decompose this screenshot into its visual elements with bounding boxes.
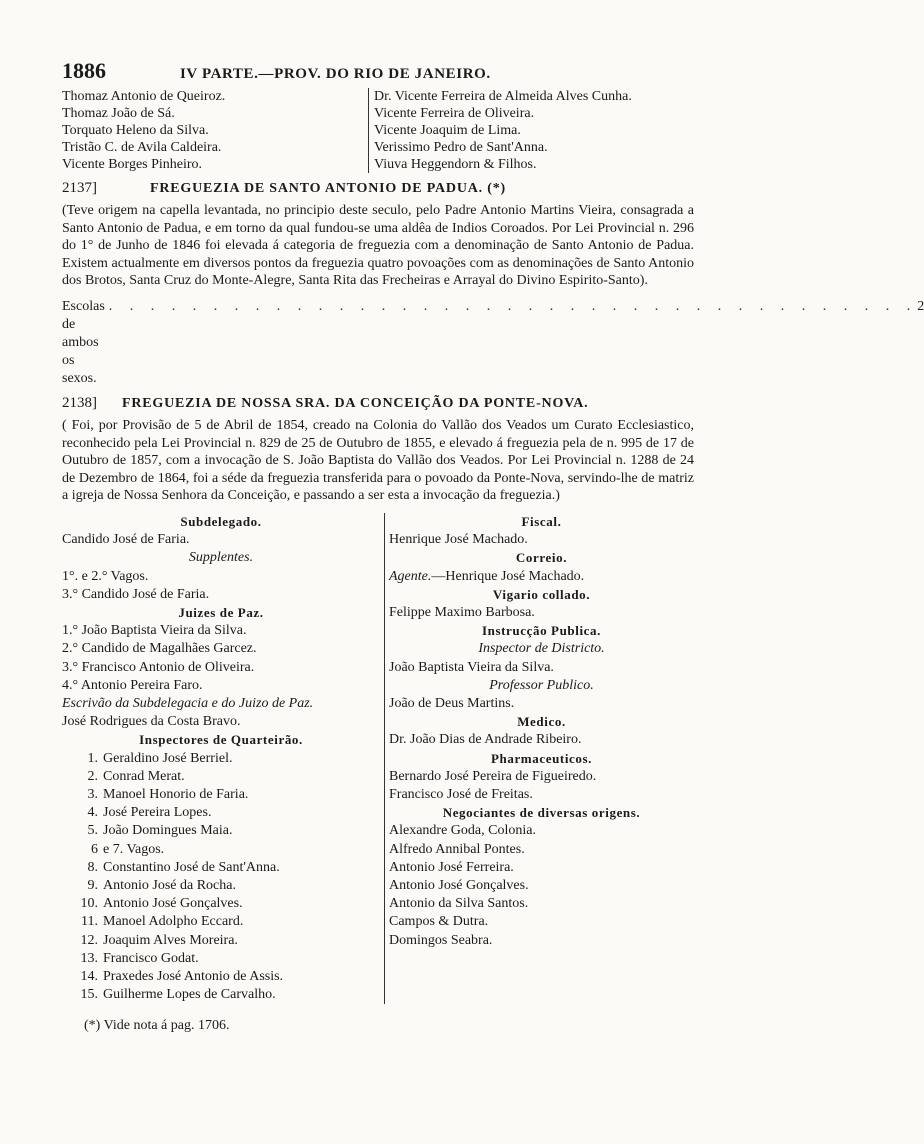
professor-heading: Professor Publico. — [489, 677, 594, 693]
inspector-name: João Baptista Vieira da Silva. — [389, 659, 554, 675]
juizes-heading: Juizes de Paz. — [178, 604, 264, 620]
schools-label: Escolas de ambos os sexos. — [62, 298, 105, 386]
list-item — [62, 986, 380, 1004]
list-item: Verissimo Pedro de Sant'Anna. — [374, 140, 548, 155]
list-item: Antonio José Gonçalves. — [389, 878, 529, 893]
inspectores-list — [62, 750, 380, 1005]
list-item — [62, 968, 380, 986]
fiscal-name: Henrique José Machado. — [389, 532, 528, 548]
page-number: 1886 — [62, 58, 106, 83]
list-item: Bernardo José Pereira de Figueiredo. — [389, 768, 597, 784]
agente-label: Agente. — [389, 568, 432, 584]
page — [62, 58, 924, 1034]
top-names-list — [62, 88, 694, 173]
section-paragraph: (Teve origem na capella levantada, no principio deste seculo, pelo Padre Antonio Martins Vieira, consagrada a Santo Antonio de Padua, e em torno da qual fundou-se uma aldêa de Indios Coroados. Por Lei Provincial n. 296 do 1° de Junho de 1846 foi elevada á categoria de freguezia com a denominação de Santo Antonio de Padua. Existem actualmente em diversos pontos da freguezia quatro povoações com as denominações de Santo Antonio dos Brotos, Santa Cruz do Monte-Alegre, Santa Rita das Frecheiras e Arrayal do Divino Espirito-Santo). — [62, 203, 694, 289]
item-number: 13. — [80, 950, 98, 966]
item-name: Praxedes José Antonio de Assis. — [103, 969, 284, 985]
item-name: Geraldino José Berriel. — [103, 750, 233, 766]
list-item: Dr. Vicente Ferreira de Almeida Alves Cunha. — [374, 89, 632, 104]
list-item: 1.° João Baptista Vieira da Silva. — [62, 623, 247, 639]
item-name: José Pereira Lopes. — [103, 805, 212, 821]
subdelegado-heading: Subdelegado. — [180, 513, 262, 529]
list-item — [62, 913, 380, 931]
item-number: 4. — [87, 805, 98, 821]
schools-value: 2 — [917, 298, 924, 314]
correio-heading: Correio. — [515, 550, 568, 566]
list-item: Viuva Heggendorn & Filhos. — [374, 157, 537, 172]
item-number: 3. — [87, 786, 98, 802]
list-item — [62, 950, 380, 968]
list-item — [62, 877, 380, 895]
item-number: 14. — [80, 969, 98, 985]
running-title: IV PARTE.—PROV. DO RIO DE JANEIRO. — [180, 66, 491, 82]
subdelegado-name: Candido José de Faria. — [62, 532, 190, 548]
section-paragraph: ( Foi, por Provisão de 5 de Abril de 1854, creado na Colonia do Vallão dos Veados um Curato Ecclesiastico, reconhecido pela Lei Provincial n. 829 de 25 de Outubro de 1855, e elevado á freguezia pela de n. 995 de 17 de Outubro de 1857, com a invocação de S. João Baptista do Vallão dos Veados. Por Lei Provincial n. 1288 de 24 de Dezembro de 1864, foi a séde da freguezia transferida para o povoado da Ponte-Nova, servindo-lhe de matriz a igreja de Nossa Senhora da Conceição, e passando a ser esta a invocação da freguezia.) — [62, 417, 694, 504]
item-number: 1. — [87, 750, 98, 766]
item-name: Joaquim Alves Moreira. — [103, 932, 238, 948]
list-item: Thomaz João de Sá. — [62, 106, 175, 121]
list-item: 1°. e 2.° Vagos. — [62, 568, 149, 584]
list-item: 4.° Antonio Pereira Faro. — [62, 677, 203, 693]
item-name: Francisco Godat. — [103, 950, 199, 966]
list-item: Torquato Heleno da Silva. — [62, 123, 209, 138]
agente-name: —Henrique José Machado. — [431, 568, 585, 584]
leader-dots: . . . . . . . . . . . . . . . . . . . . . . . . . . . . . . . . . . . . . . . — [108, 298, 918, 314]
vigario-name: Felippe Maximo Barbosa. — [389, 604, 535, 620]
list-item — [62, 768, 380, 786]
list-item — [62, 822, 380, 840]
list-item: Alfredo Annibal Pontes. — [389, 841, 525, 857]
list-item: Domingos Seabra. — [389, 932, 493, 948]
item-number: 10. — [80, 896, 98, 912]
item-name: Manoel Honorio de Faria. — [103, 786, 249, 802]
section-number: 2138] — [62, 394, 97, 411]
escrivao-heading: Escrivão da Subdelegacia e do Juizo de Paz. — [62, 695, 314, 711]
professor-name: João de Deus Martins. — [389, 695, 515, 711]
section-number: 2137] — [62, 180, 97, 196]
item-number: 12. — [80, 932, 98, 948]
list-item: Vicente Ferreira de Oliveira. — [374, 106, 535, 121]
item-number: 6 — [91, 841, 98, 857]
item-name: e 7. Vagos. — [103, 841, 165, 857]
escrivao-name: José Rodrigues da Costa Bravo. — [62, 714, 241, 730]
left-column — [62, 513, 385, 1004]
item-number: 8. — [87, 859, 98, 875]
item-number: 2. — [87, 768, 98, 784]
list-item — [62, 932, 380, 950]
item-name: Constantino José de Sant'Anna. — [103, 859, 280, 875]
list-item: Vicente Borges Pinheiro. — [62, 157, 203, 172]
medico-heading: Medico. — [517, 714, 566, 730]
item-name: João Domingues Maia. — [103, 823, 233, 839]
list-item — [62, 804, 380, 822]
section-title: FREGUEZIA DE SANTO ANTONIO DE PADUA. (*) — [150, 181, 506, 196]
item-number: 15. — [80, 987, 98, 1003]
list-item — [62, 841, 380, 859]
list-item: Antonio José Ferreira. — [389, 859, 514, 875]
item-name: Antonio José Gonçalves. — [103, 896, 243, 912]
negociantes-heading: Negociantes de diversas origens. — [442, 805, 641, 821]
item-number: 5. — [87, 823, 98, 839]
list-item — [62, 786, 380, 804]
page-header — [62, 58, 694, 88]
instruccao-heading: Instrucção Publica. — [481, 623, 601, 639]
item-name: Guilherme Lopes de Carvalho. — [103, 987, 276, 1003]
medico-name: Dr. João Dias de Andrade Ribeiro. — [389, 732, 582, 748]
item-number: 11. — [81, 914, 98, 930]
section-title: FREGUEZIA DE NOSSA SRA. DA CONCEIÇÃO DA PONTE-NOVA. — [122, 395, 589, 411]
right-column — [385, 513, 694, 1004]
officials-columns — [62, 513, 694, 1004]
list-item: 2.° Candido de Magalhães Garcez. — [62, 641, 257, 657]
list-item — [62, 859, 380, 877]
list-item: 3.° Candido José de Faria. — [62, 586, 210, 602]
list-item: Alexandre Goda, Colonia. — [389, 823, 536, 839]
list-item: 3.° Francisco Antonio de Oliveira. — [62, 659, 255, 675]
list-item — [62, 895, 380, 913]
list-item — [62, 750, 380, 768]
supplentes-heading: Supplentes. — [188, 550, 254, 566]
vigario-heading: Vigario collado. — [492, 586, 591, 602]
list-item: Vicente Joaquim de Lima. — [374, 123, 521, 138]
pharmaceuticos-heading: Pharmaceuticos. — [490, 750, 593, 766]
inspector-heading: Inspector de Districto. — [478, 641, 605, 657]
list-item: Francisco José de Freitas. — [389, 786, 533, 802]
footnote: (*) Vide nota á pag. 1706. — [84, 1018, 230, 1034]
item-name: Conrad Merat. — [103, 768, 185, 784]
list-item: Campos & Dutra. — [389, 914, 489, 930]
item-number: 9. — [87, 878, 98, 893]
item-name: Antonio José da Rocha. — [103, 878, 236, 893]
fiscal-heading: Fiscal. — [521, 513, 562, 529]
item-name: Manoel Adolpho Eccard. — [103, 914, 244, 930]
section-heading-ponte-nova — [62, 394, 694, 413]
list-item: Antonio da Silva Santos. — [389, 896, 529, 912]
schools-line — [62, 298, 924, 388]
list-item: Tristão C. de Avila Caldeira. — [62, 140, 222, 155]
agente-line — [389, 568, 694, 586]
list-item: Thomaz Antonio de Queiroz. — [62, 89, 226, 104]
section-heading-santo-antonio — [62, 179, 694, 198]
inspectores-heading: Inspectores de Quarteirão. — [139, 732, 303, 748]
